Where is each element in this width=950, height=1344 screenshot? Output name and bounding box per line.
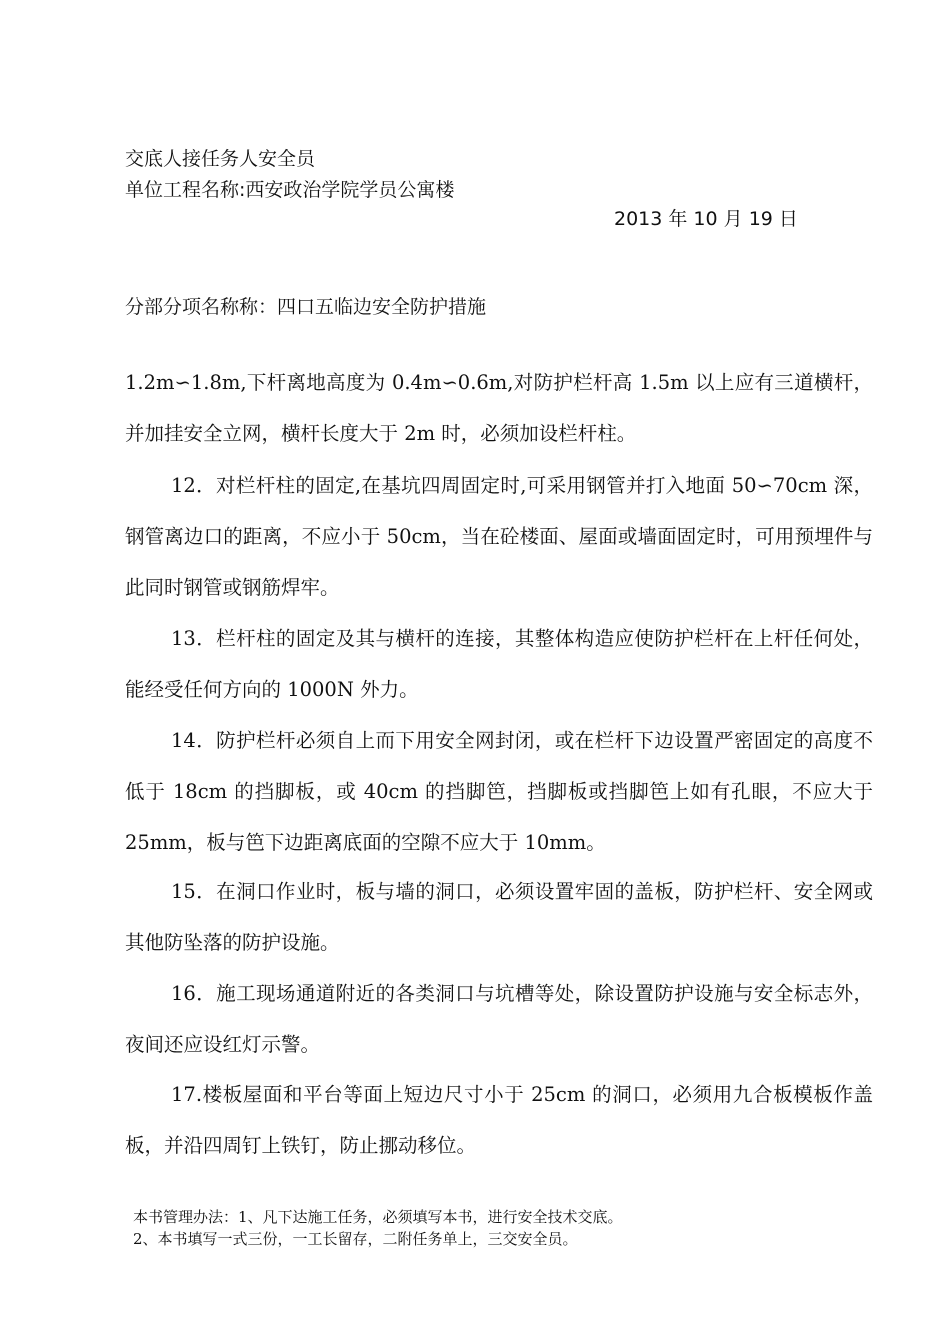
project-name-line: 单位工程名称:西安政治学院学员公寓楼	[125, 179, 455, 201]
paragraph-13: 13．栏杆柱的固定及其与横杆的连接，其整体构造应使防护栏杆在上杆任何处，能经受任何方向的 1000N 外力。	[125, 627, 873, 701]
footer-note-line-1: 本书管理办法：1、凡下达施工任务，必须填写本书，进行安全技术交底。	[133, 1208, 623, 1226]
paragraph-railing-height: 1.2m∽1.8m,下杆离地高度为 0.4m∽0.6m,对防护栏杆高 1.5m 以上应有三道横杆，并加挂安全立网，横杆长度大于 2m 时，必须加设栏杆柱。	[125, 371, 873, 445]
handover-line: 交底人接任务人安全员	[125, 148, 316, 170]
section-title: 分部分项名称称：四口五临边安全防护措施	[125, 296, 487, 318]
document-date: 2013 年 10 月 19 日	[614, 208, 798, 230]
footer-note-line-2: 2、本书填写一式三份，一工长留存，二附任务单上，三交安全员。	[133, 1230, 578, 1248]
paragraph-12: 12．对栏杆柱的固定,在基坑四周固定时,可采用钢管并打入地面 50∽70cm 深，钢管离边口的距离，不应小于 50cm，当在砼楼面、屋面或墙面固定时，可用预埋件与此同时钢管或钢筋焊牢。	[125, 474, 873, 599]
paragraph-15: 15．在洞口作业时，板与墙的洞口，必须设置牢固的盖板，防护栏杆、安全网或其他防坠落的防护设施。	[125, 880, 873, 954]
paragraph-17: 17.楼板屋面和平台等面上短边尺寸小于 25cm 的洞口，必须用九合板模板作盖板，并沿四周钉上铁钉，防止挪动移位。	[125, 1083, 873, 1157]
paragraph-16: 16．施工现场通道附近的各类洞口与坑槽等处，除设置防护设施与安全标志外，夜间还应设红灯示警。	[125, 982, 873, 1056]
paragraph-14: 14．防护栏杆必须自上而下用安全网封闭，或在栏杆下边设置严密固定的高度不低于 18cm 的挡脚板，或 40cm 的挡脚笆，挡脚板或挡脚笆上如有孔眼，不应大于 25mm，板与笆下边距离底面的空隙不应大于 10mm。	[125, 729, 873, 854]
